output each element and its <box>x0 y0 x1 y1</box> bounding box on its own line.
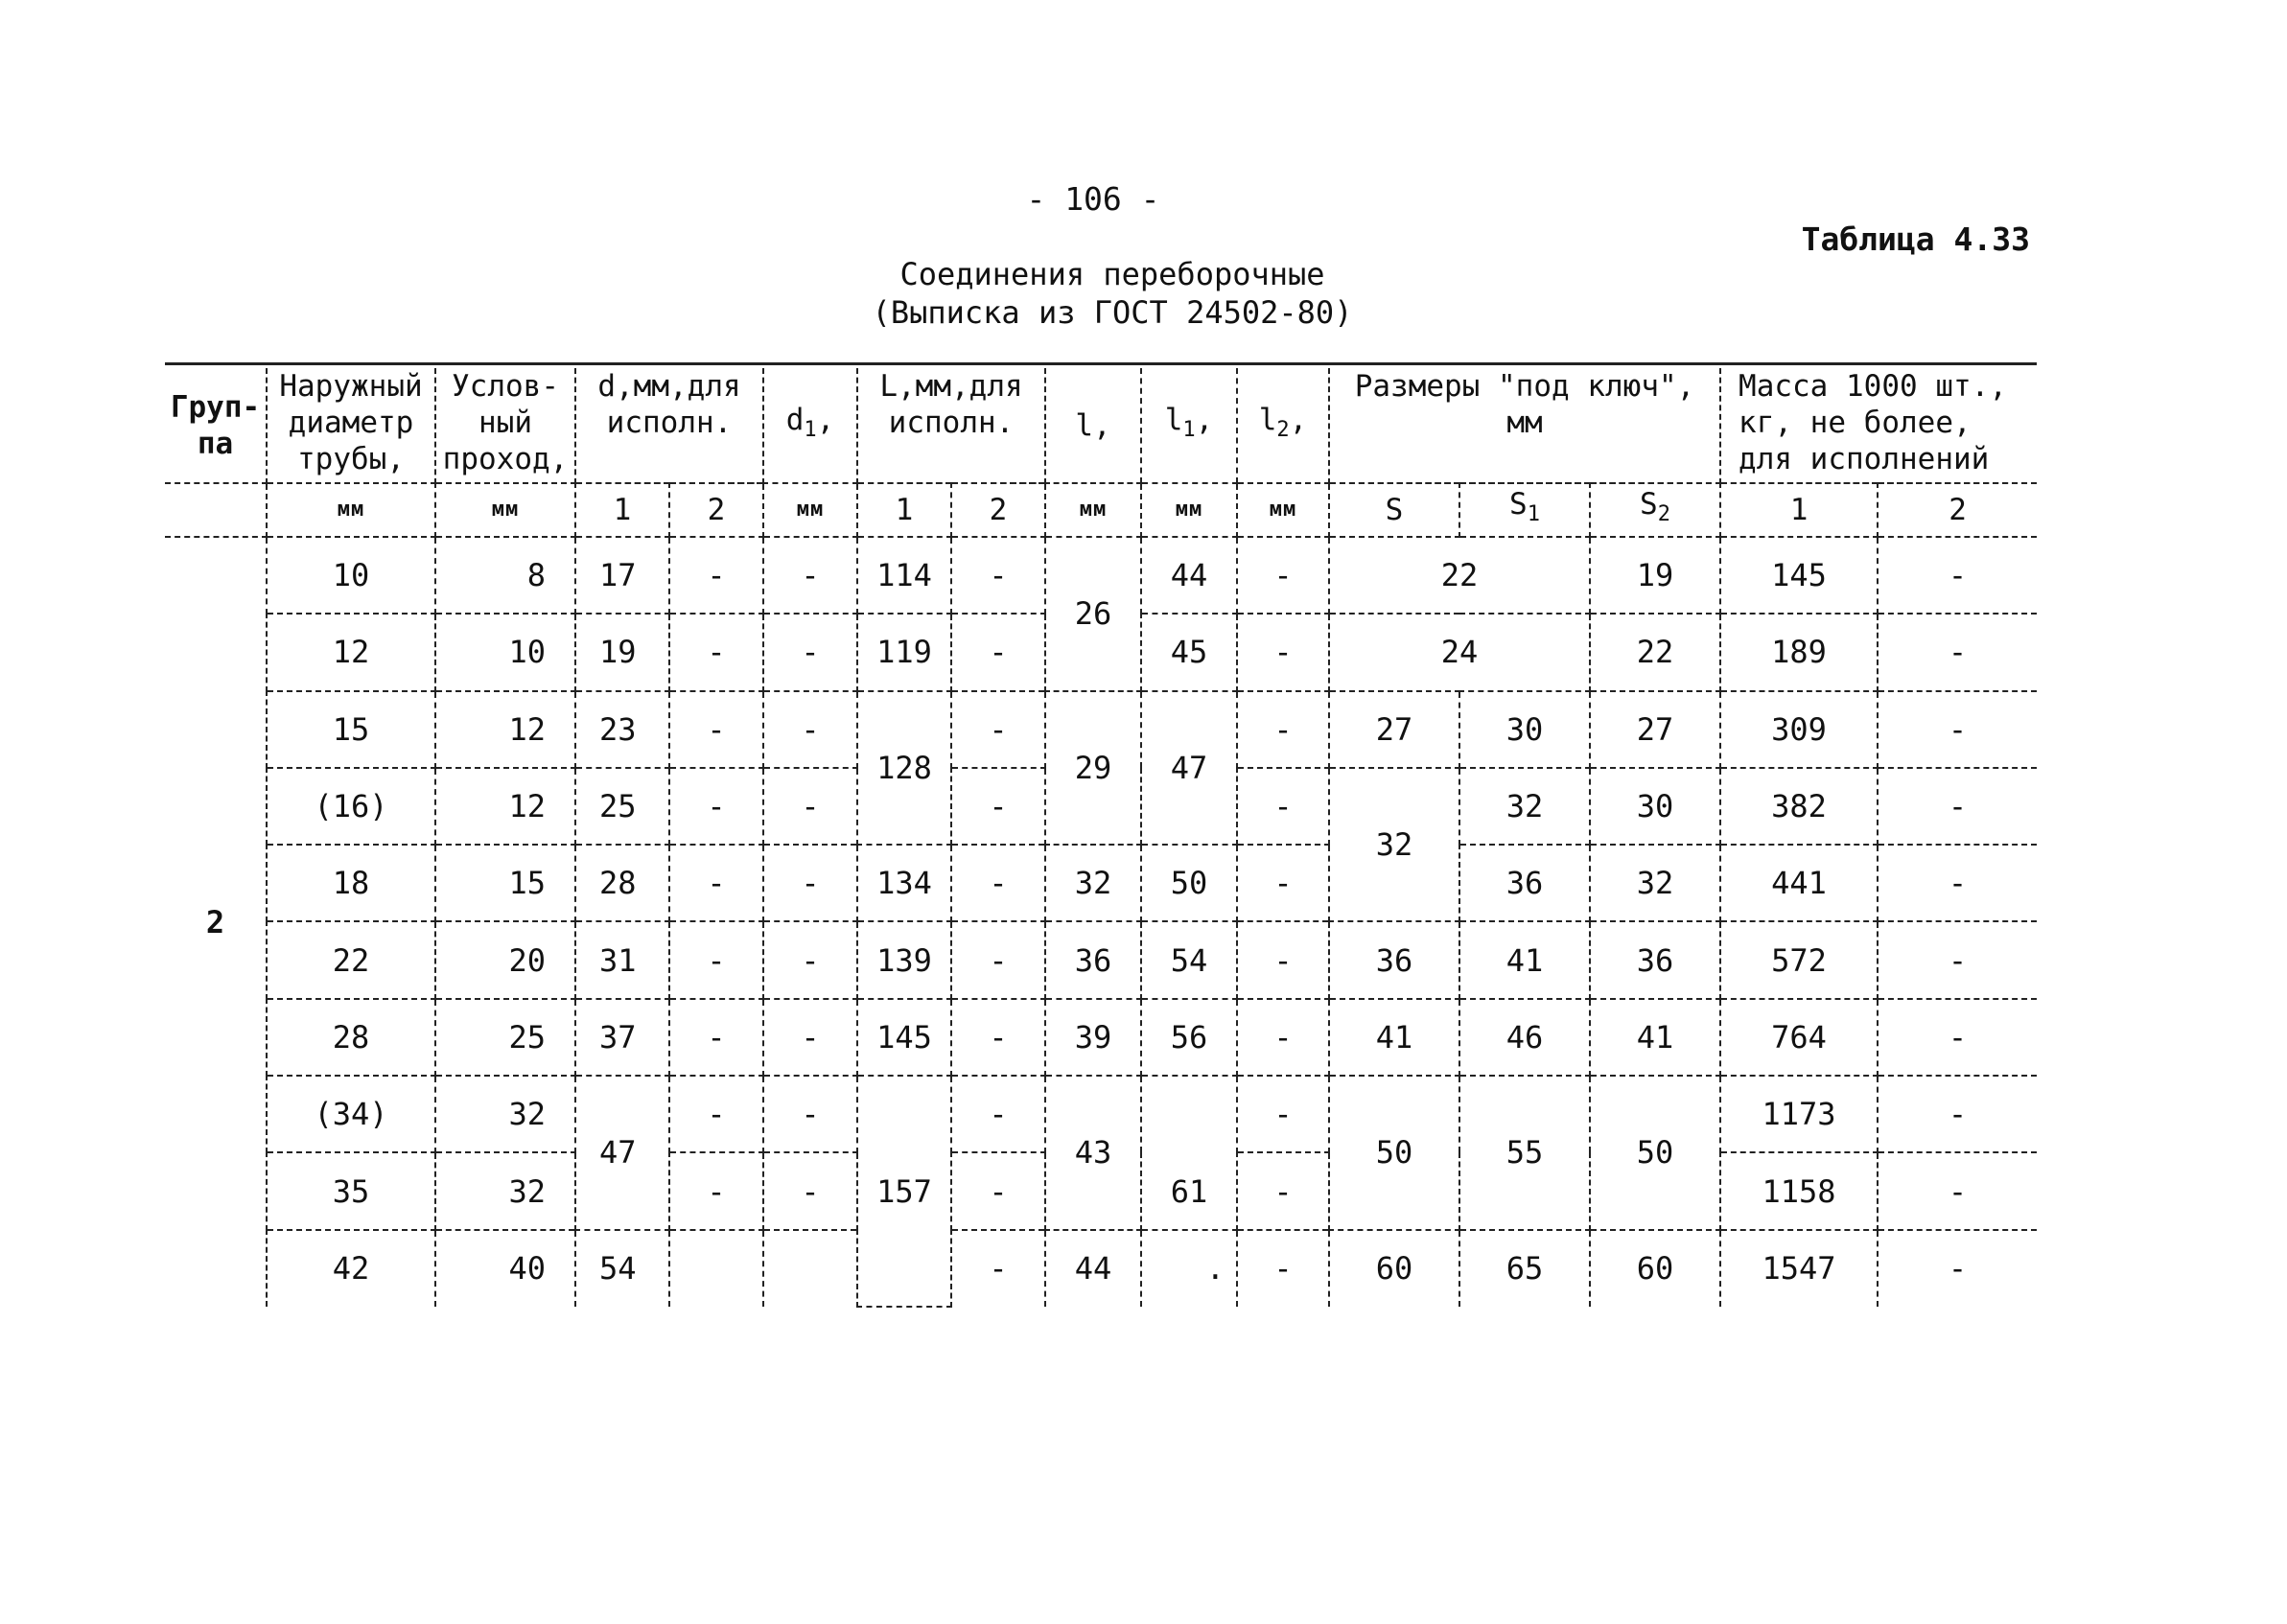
cell-m2: - <box>1878 845 2037 921</box>
cell-S-merged: 22 <box>1329 537 1590 614</box>
cell-l: 32 <box>1045 845 1141 921</box>
cell-l: 26 <box>1045 537 1141 691</box>
cell-l2: - <box>1237 537 1329 614</box>
unit-outer-diameter: мм <box>267 483 435 537</box>
cell-S: 27 <box>1329 691 1459 768</box>
cell-dd1: - <box>763 1152 857 1229</box>
cell-od: 28 <box>267 999 435 1076</box>
cell-l2: - <box>1237 691 1329 768</box>
cell-dd1: - <box>763 768 857 845</box>
cell-s1: 65 <box>1459 1230 1590 1307</box>
header-d: d,мм,для исполн. <box>575 368 763 483</box>
cell-L2: - <box>951 999 1045 1076</box>
cell-s1: 36 <box>1459 845 1590 921</box>
cell-d2: - <box>669 768 763 845</box>
cell-L2: - <box>951 845 1045 921</box>
cell-l2: - <box>1237 921 1329 998</box>
page-number: - 106 - <box>1026 180 1160 218</box>
cell-od: 12 <box>267 614 435 690</box>
cell-dd1: - <box>763 691 857 768</box>
cell-dd1: - <box>763 614 857 690</box>
table-row <box>165 1076 2037 1152</box>
cell-d2: - <box>669 921 763 998</box>
cell-s2: 36 <box>1590 921 1720 998</box>
cell-dn: 15 <box>435 845 575 921</box>
unit-l: мм <box>1045 483 1141 537</box>
cell-d2: - <box>669 537 763 614</box>
cell-dd1: - <box>763 921 857 998</box>
cell-dn: 32 <box>435 1076 575 1152</box>
unit-l2: мм <box>1237 483 1329 537</box>
header-S: S <box>1329 483 1459 537</box>
cell-m1: 572 <box>1720 921 1878 998</box>
cell-L1: 128 <box>857 691 951 846</box>
cell-m2: - <box>1878 537 2037 614</box>
cell-L2: - <box>951 1230 1045 1307</box>
cell-l2: - <box>1237 1152 1329 1229</box>
cell-S: 32 <box>1329 768 1459 922</box>
header-l2: $l_2$, <box>1237 368 1329 483</box>
header-L-v2: 2 <box>951 483 1045 537</box>
cell-l1: 54 <box>1141 921 1237 998</box>
cell-S: 36 <box>1329 921 1459 998</box>
cell-m1: 441 <box>1720 845 1878 921</box>
cell-d1: 19 <box>575 614 669 690</box>
table-row <box>165 921 2037 998</box>
cell-m1: 309 <box>1720 691 1878 768</box>
table-row <box>165 845 2037 921</box>
cell-d1: 28 <box>575 845 669 921</box>
cell-d2: - <box>669 1076 763 1152</box>
cell-dn: 25 <box>435 999 575 1076</box>
cell-d1: 23 <box>575 691 669 768</box>
cell-od: 15 <box>267 691 435 768</box>
cell-dn: 8 <box>435 537 575 614</box>
table-label: Таблица 4.33 <box>1801 220 2030 258</box>
cell-s2: 50 <box>1590 1076 1720 1230</box>
cell-l: 39 <box>1045 999 1141 1076</box>
title-line-1: Соединения переборочные <box>899 256 1325 292</box>
header-S2: $S_2$ <box>1590 483 1720 537</box>
cell-s1: 30 <box>1459 691 1590 768</box>
cell-dn: 12 <box>435 691 575 768</box>
cell-m1: 382 <box>1720 768 1878 845</box>
cell-l: 43 <box>1045 1076 1141 1230</box>
cell-L1: 134 <box>857 845 951 921</box>
cell-l: 44 <box>1045 1230 1141 1307</box>
cell-s2: 32 <box>1590 845 1720 921</box>
cell-dn: 10 <box>435 614 575 690</box>
header-d1: $d_1$, <box>763 368 857 483</box>
table-row <box>165 537 2037 614</box>
cell-m2: - <box>1878 614 2037 690</box>
cell-d2: - <box>669 1152 763 1229</box>
cell-s1: 46 <box>1459 999 1590 1076</box>
cell-l2: - <box>1237 999 1329 1076</box>
cell-s2: 19 <box>1590 537 1720 614</box>
cell-m2: - <box>1878 921 2037 998</box>
cell-S-merged: 24 <box>1329 614 1590 690</box>
cell-dd1: - <box>763 845 857 921</box>
cell-m2: - <box>1878 691 2037 768</box>
cell-m2: - <box>1878 768 2037 845</box>
header-nominal-bore: Услов- ный проход, <box>435 368 575 483</box>
cell-l1: 47 <box>1141 691 1237 846</box>
cell-dd1: - <box>763 1076 857 1152</box>
cell-m2: - <box>1878 1230 2037 1307</box>
header-d-v1: 1 <box>575 483 669 537</box>
header-mass-v2: 2 <box>1878 483 2037 537</box>
cell-l1: 56 <box>1141 999 1237 1076</box>
header-L: L,мм,для исполн. <box>857 368 1045 483</box>
cell-L1: 157 <box>857 1076 951 1307</box>
cell-d1: 47 <box>575 1076 669 1230</box>
cell-m2: - <box>1878 999 2037 1076</box>
cell-S: 50 <box>1329 1076 1459 1230</box>
cell-d1: 54 <box>575 1230 669 1307</box>
cell-d2: - <box>669 845 763 921</box>
cell-od: 10 <box>267 537 435 614</box>
unit-l1: мм <box>1141 483 1237 537</box>
unit-nominal-bore: мм <box>435 483 575 537</box>
header-S1: $S_1$ <box>1459 483 1590 537</box>
cell-dd1: - <box>763 537 857 614</box>
cell-m1: 764 <box>1720 999 1878 1076</box>
cell-od: 18 <box>267 845 435 921</box>
header-L-v1: 1 <box>857 483 951 537</box>
cell-m1: 1547 <box>1720 1230 1878 1307</box>
cell-l2: - <box>1237 768 1329 845</box>
cell-m2: - <box>1878 1152 2037 1229</box>
table-row <box>165 999 2037 1076</box>
cell-l2: - <box>1237 845 1329 921</box>
cell-L2: - <box>951 537 1045 614</box>
document-title <box>748 255 1477 332</box>
cell-L1: 114 <box>857 537 951 614</box>
cell-d2: - <box>669 614 763 690</box>
cell-l1: . <box>1141 1230 1237 1307</box>
cell-dd1 <box>763 1230 857 1307</box>
cell-dd1: - <box>763 999 857 1076</box>
header-wrench-sizes: Размеры "под ключ", мм <box>1329 368 1720 483</box>
cell-od: (16) <box>267 768 435 845</box>
cell-d1: 37 <box>575 999 669 1076</box>
cell-s2: 22 <box>1590 614 1720 690</box>
cell-m1: 1173 <box>1720 1076 1878 1152</box>
cell-m2: - <box>1878 1076 2037 1152</box>
cell-l2: - <box>1237 1230 1329 1307</box>
cell-L1: 145 <box>857 999 951 1076</box>
cell-d2: - <box>669 691 763 768</box>
cell-dn: 20 <box>435 921 575 998</box>
cell-d2 <box>669 1230 763 1307</box>
cell-L2: - <box>951 1152 1045 1229</box>
unit-d1: мм <box>763 483 857 537</box>
cell-dn: 12 <box>435 768 575 845</box>
cell-S: 41 <box>1329 999 1459 1076</box>
cell-od: 42 <box>267 1230 435 1307</box>
cell-s2: 60 <box>1590 1230 1720 1307</box>
cell-dn: 40 <box>435 1230 575 1307</box>
cell-l1: 61 <box>1141 1076 1237 1230</box>
cell-l2: - <box>1237 1076 1329 1152</box>
cell-s2: 27 <box>1590 691 1720 768</box>
cell-m1: 1158 <box>1720 1152 1878 1229</box>
cell-S: 60 <box>1329 1230 1459 1307</box>
header-l: l, <box>1045 368 1141 483</box>
cell-l: 36 <box>1045 921 1141 998</box>
header-group: Груп- па <box>165 368 267 483</box>
header-outer-diameter: Наружный диаметр трубы, <box>267 368 435 483</box>
cell-d1: 31 <box>575 921 669 998</box>
cell-l2: - <box>1237 614 1329 690</box>
cell-od: 35 <box>267 1152 435 1229</box>
cell-l1: 44 <box>1141 537 1237 614</box>
title-line-2: (Выписка из ГОСТ 24502-80) <box>872 294 1353 331</box>
connections-table <box>165 368 2037 1308</box>
cell-d2: - <box>669 999 763 1076</box>
cell-d1: 17 <box>575 537 669 614</box>
group-cell: 2 <box>165 537 267 1307</box>
cell-s1: 41 <box>1459 921 1590 998</box>
header-mass-v1: 1 <box>1720 483 1878 537</box>
table-row <box>165 1230 2037 1307</box>
cell-od: 22 <box>267 921 435 998</box>
header-mass: Масса 1000 шт., кг, не более, для исполнений <box>1720 368 2037 483</box>
cell-l1: 45 <box>1141 614 1237 690</box>
header-l1: $l_1$, <box>1141 368 1237 483</box>
cell-L2: - <box>951 614 1045 690</box>
cell-m1: 189 <box>1720 614 1878 690</box>
cell-dn: 32 <box>435 1152 575 1229</box>
cell-s1: 32 <box>1459 768 1590 845</box>
cell-L2: - <box>951 691 1045 768</box>
table-top-rule <box>165 362 2037 365</box>
cell-L1: 139 <box>857 921 951 998</box>
cell-d1: 25 <box>575 768 669 845</box>
cell-s2: 41 <box>1590 999 1720 1076</box>
cell-s2: 30 <box>1590 768 1720 845</box>
header-d-v2: 2 <box>669 483 763 537</box>
cell-s1: 55 <box>1459 1076 1590 1230</box>
cell-m1: 145 <box>1720 537 1878 614</box>
table-row <box>165 691 2037 768</box>
header-group-cont <box>165 483 267 537</box>
cell-od: (34) <box>267 1076 435 1152</box>
cell-L2: - <box>951 1076 1045 1152</box>
cell-L2: - <box>951 768 1045 845</box>
cell-L2: - <box>951 921 1045 998</box>
cell-L1: 119 <box>857 614 951 690</box>
cell-l: 29 <box>1045 691 1141 846</box>
cell-l1: 50 <box>1141 845 1237 921</box>
